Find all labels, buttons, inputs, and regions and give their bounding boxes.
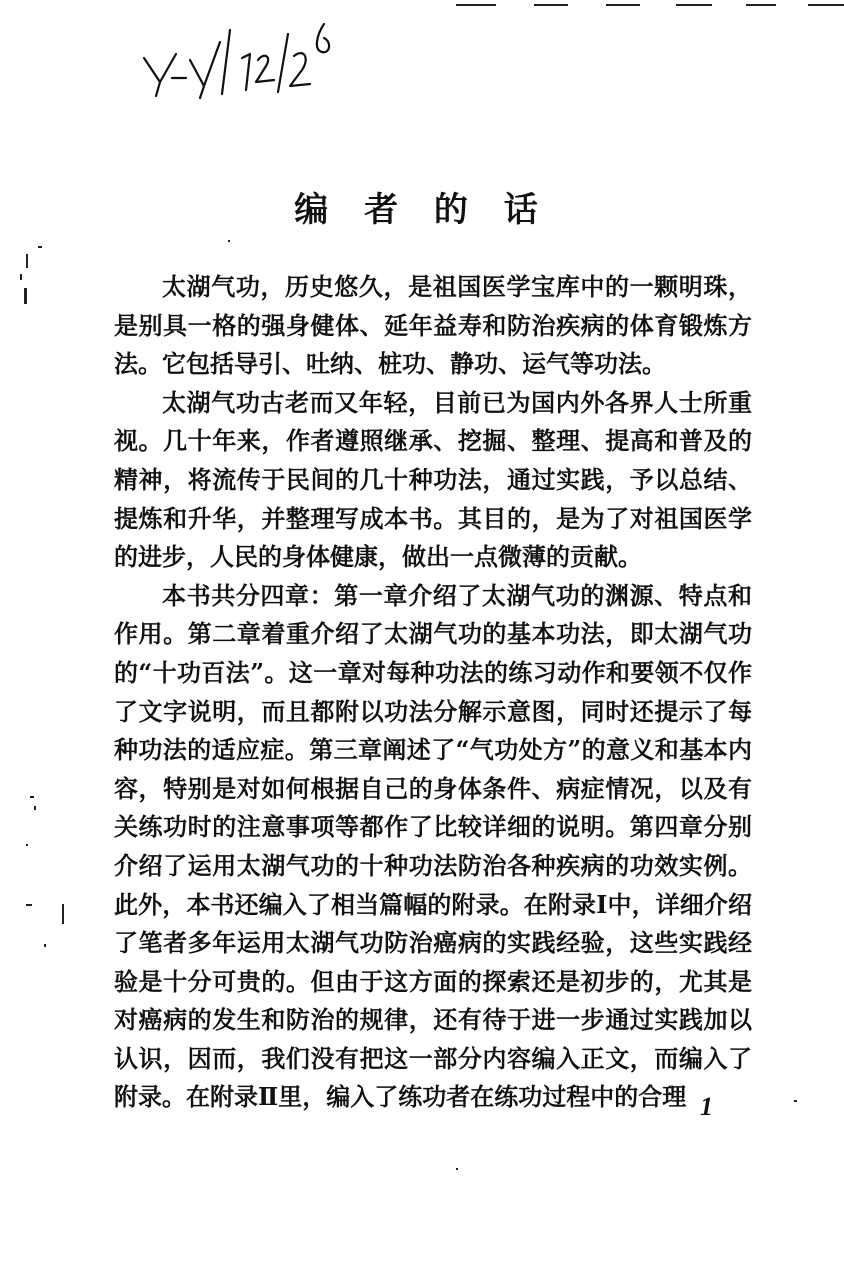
body-text <box>114 268 752 1117</box>
page-title: 编 者 的 话 <box>294 190 550 230</box>
handwritten-catalog-mark <box>138 20 368 100</box>
page-number: 1 <box>700 1092 713 1121</box>
paragraph-2: 太湖气功古老而又年轻，目前已为国内外各界人士所重视。几十年来，作者遵照继承、挖掘、整理、提高和普及的精神，将流传于民间的几十种功法，通过实践，予以总结、提炼和升华，并整理写成本书。其目的，是为了对祖国医学的进步，人民的身体健康，做出一点微薄的贡献。 <box>114 387 752 572</box>
top-edge-rules <box>456 0 844 8</box>
paragraph-1: 太湖气功，历史悠久，是祖国医学宝库中的一颗明珠，是别具一格的强身健体、延年益寿和防治疾病的体育锻炼方法。它包括导引、吐纳、桩功、静功、运气等功法。 <box>114 272 752 379</box>
paragraph-3: 本书共分四章：第一章介绍了太湖气功的渊源、特点和作用。第二章着重介绍了太湖气功的基本功法，即太湖气功的“十功百法”。这一章对每种功法的练习动作和要领不仅作了文字说明，而且都附以功法分解示意图，同时还提示了每种功法的适应症。第三章阐述了“气功处方”的意义和基本内容，特别是对如何根据自己的身体条件、病症情况，以及有关练功时的注意事项等都作了比较详细的说明。第四章分别介绍了运用太湖气功的十种功法防治各种疾病的功效实例。此外，本书还编入了相当篇幅的附录。在附录Ⅰ中，详细介绍了笔者多年运用太湖气功防治癌病的实践经验，这些实践经验是十分可贵的。但由于这方面的探索还是初步的，尤其是对癌病的发生和防治的规律，还有待于进一步通过实践加以认识，因而，我们没有把这一部分内容编入正文，而编入了附录。在附录Ⅱ里，编入了练功者在练功过程中的合理 <box>114 580 752 1112</box>
